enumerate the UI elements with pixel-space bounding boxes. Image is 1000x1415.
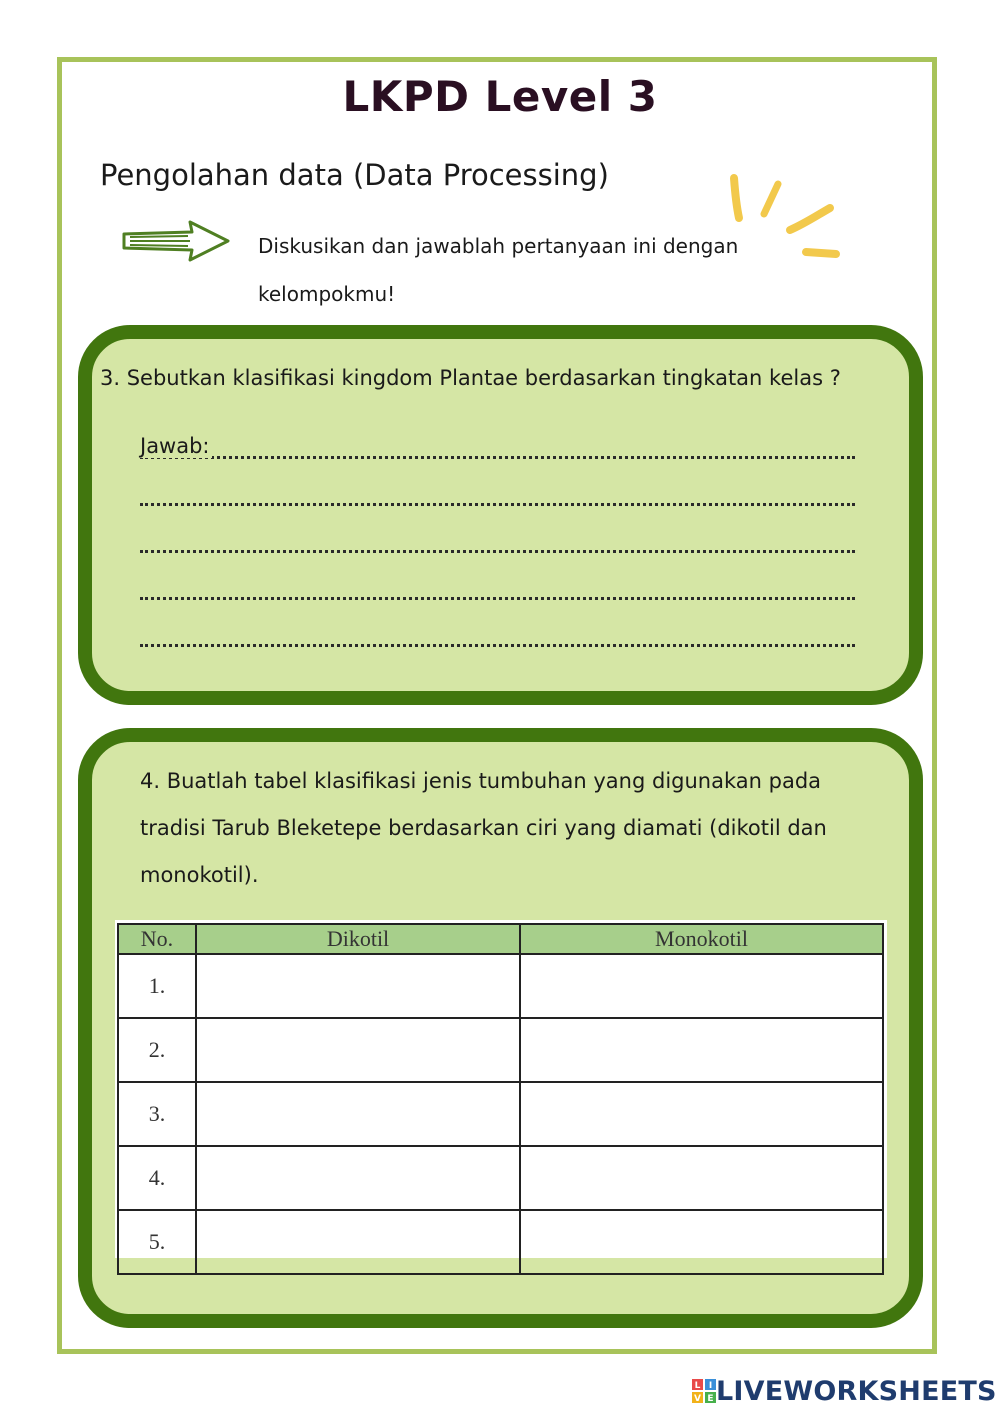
table-header-row xyxy=(118,924,883,954)
logo-letter: V xyxy=(694,1394,701,1403)
answer-line[interactable] xyxy=(140,624,855,647)
monokotil-cell[interactable] xyxy=(520,954,883,1018)
liveworksheets-label: LIVEWORKSHEETS xyxy=(716,1375,997,1407)
logo-letter: L xyxy=(694,1381,701,1391)
logo-letter: E xyxy=(707,1394,714,1403)
row-number: 4. xyxy=(118,1146,196,1210)
question3-text: 3. Sebutkan klasifikasi kingdom Plantae berdasarkan tingkatan kelas ? xyxy=(100,366,841,390)
dikotil-cell[interactable] xyxy=(196,1146,520,1210)
answer-line[interactable] xyxy=(140,577,855,600)
row-number: 1. xyxy=(118,954,196,1018)
dikotil-cell[interactable] xyxy=(196,1018,520,1082)
row-number: 5. xyxy=(118,1210,196,1274)
monokotil-cell[interactable] xyxy=(520,1210,883,1274)
table-row xyxy=(118,1082,883,1146)
dikotil-cell[interactable] xyxy=(196,1082,520,1146)
sparkle-decoration-icon xyxy=(720,170,850,265)
row-number: 3. xyxy=(118,1082,196,1146)
monokotil-cell[interactable] xyxy=(520,1146,883,1210)
header-monokotil: Monokotil xyxy=(520,924,883,954)
question4-text: 4. Buatlah tabel klasifikasi jenis tumbuhan yang digunakan pada tradisi Tarub Bleketepe berdasarkan ciri yang diamati (dikotil dan monokotil). xyxy=(140,769,827,887)
answer-line[interactable] xyxy=(140,530,855,553)
answer-line[interactable] xyxy=(140,483,855,506)
dikotil-cell[interactable] xyxy=(196,954,520,1018)
table-row xyxy=(118,1146,883,1210)
row-number: 2. xyxy=(118,1018,196,1082)
classification-table-wrapper xyxy=(115,920,887,1258)
liveworksheets-logo-icon xyxy=(692,1379,716,1403)
arrow-right-icon xyxy=(120,218,232,264)
header-dikotil: Dikotil xyxy=(196,924,520,954)
table-row xyxy=(118,954,883,1018)
section-subtitle: Pengolahan data (Data Processing) xyxy=(100,158,609,192)
instruction-text: Diskusikan dan jawablah pertanyaan ini dengan kelompokmu! xyxy=(258,234,739,306)
liveworksheets-brand xyxy=(692,1374,997,1408)
classification-table xyxy=(117,923,884,1275)
monokotil-cell[interactable] xyxy=(520,1082,883,1146)
header-no: No. xyxy=(118,924,196,954)
dikotil-cell[interactable] xyxy=(196,1210,520,1274)
answer-label: Jawab: xyxy=(140,434,210,458)
table-row xyxy=(118,1210,883,1274)
answer-line[interactable] xyxy=(140,436,855,459)
logo-letter: I xyxy=(708,1381,713,1391)
table-row xyxy=(118,1018,883,1082)
page-title: LKPD Level 3 xyxy=(342,72,658,121)
monokotil-cell[interactable] xyxy=(520,1018,883,1082)
